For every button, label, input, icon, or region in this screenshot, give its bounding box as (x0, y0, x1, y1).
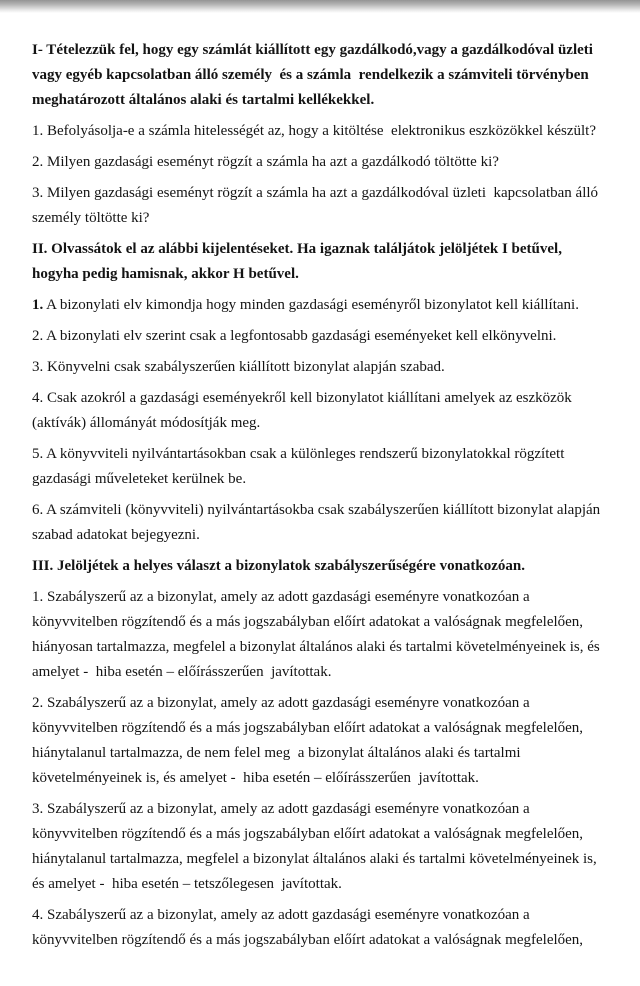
statement-4: 4. Csak azokról a gazdasági eseményekről kell bizonylatot kiállítani amelyek az eszközök (aktívák) állományát módosítják meg. (32, 390, 576, 431)
statement-2: 2. A bizonylati elv szerint csak a legfontosabb gazdasági eseményeket kell elkönyvelni. (32, 328, 557, 344)
section-1-heading: I- Tételezzük fel, hogy egy számlát kiállított egy gazdálkodó,vagy a gazdálkodóval üzleti vagy egyéb kapcsolatban álló személy és a számla rendelkezik a számviteli törvényben meghatározott általános alaki és tartalmi kellékekkel. (32, 42, 597, 108)
answer-option-2: 2. Szabályszerű az a bizonylat, amely az adott gazdasági eseményre vonatkozóan a könyvvitelben rögzítendő és a más jogszabályban előírt adatokat a valóságnak megfelelően, hiánytalanul tartalmazza, de nem felel meg a bizonylat általános alaki és tartalmi követelményeinek is, és amelyet - hiba esetén – előírásszerűen javítottak. (32, 695, 587, 786)
section-3-heading: III. Jelöljétek a helyes választ a bizonylatok szabályszerűségére vonatkozóan. (32, 558, 526, 574)
answer-option-4: 4. Szabályszerű az a bizonylat, amely az adott gazdasági eseményre vonatkozóan a könyvvitelben rögzítendő és a más jogszabályban előírt adatokat a valóságnak megfelelően, (32, 907, 584, 948)
question-3: 3. Milyen gazdasági eseményt rögzít a számla ha azt a gazdálkodóval üzleti kapcsolatban álló személy töltötte ki? (32, 185, 602, 226)
statement-3: 3. Könyvelni csak szabályszerűen kiállított bizonylat alapján szabad. (32, 359, 445, 375)
statement-1-text: A bizonylati elv kimondja hogy minden gazdasági eseményről bizonylatot kell kiállítani. (43, 297, 579, 313)
section-2-heading: II. Olvassátok el az alábbi kijelentéseket. Ha igaznak találjátok jelöljétek I betűvel, hogyha pedig hamisnak, akkor H betűvel. (32, 241, 566, 282)
question-1: 1. Befolyásolja-e a számla hitelességét az, hogy a kitöltése elektronikus eszközökkel készült? (32, 123, 596, 139)
answer-option-1: 1. Szabályszerű az a bizonylat, amely az adott gazdasági eseményre vonatkozóan a könyvvitelben rögzítendő és a más jogszabályban előírt adatokat a valóságnak megfelelően, hiányosan tartalmazza, megfelel a bizonylat általános alaki és tartalmi követelményeinek is, és amelyet - hiba esetén – előírásszerűen javítottak. (32, 589, 604, 680)
statement-6: 6. A számviteli (könyvviteli) nyilvántartásokba csak szabályszerűen kiállított bizonylat alapján szabad adatokat bejegyezni. (32, 502, 604, 543)
question-2: 2. Milyen gazdasági eseményt rögzít a számla ha azt a gazdálkodó töltötte ki? (32, 154, 499, 170)
statement-5: 5. A könyvviteli nyilvántartásokban csak a különleges rendszerű bizonylatokkal rögzített gazdasági műveleteket kerülnek be. (32, 446, 569, 487)
statement-1 (32, 293, 610, 318)
answer-option-3: 3. Szabályszerű az a bizonylat, amely az adott gazdasági eseményre vonatkozóan a könyvvitelben rögzítendő és a más jogszabályban előírt adatokat a valóságnak megfelelően, hiánytalanul tartalmazza, megfelel a bizonylat általános alaki és tartalmi követelményeinek is, és amelyet - hiba esetén – tetszőlegesen javítottak. (32, 801, 601, 892)
statement-1-number: 1. (32, 297, 44, 313)
